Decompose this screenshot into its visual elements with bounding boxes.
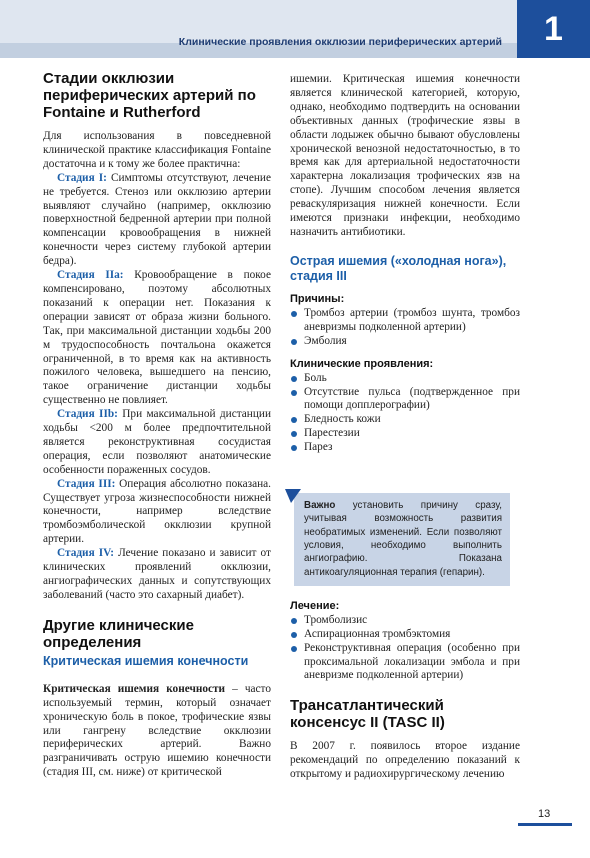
bullet-icon [291, 417, 297, 423]
stage-1-text: Симптомы отсутствуют, лечение не требуется. Стеноз или окклюзию артерии выявляют случайно (например, окклюзию поверхностной бедренной артерии при полной компенсации кровообращения в нижней конечности через систему глубокой артерии бедра). [43, 171, 271, 268]
chapter-number-tab: 1 [517, 0, 590, 58]
bullet-icon [291, 390, 297, 396]
stage-3-label: Стадия III: [57, 477, 116, 490]
stage-4-text: Лечение показано и зависит от клинических проявлений окклюзии, ангиографических данных и сопутствующих заболеваний (часто это сахарный диабет). [43, 547, 271, 601]
critical-ischemia-heading: Критическая ишемия конечности [43, 653, 249, 668]
critical-ischemia-term: Критическая ишемия конечности [43, 682, 226, 695]
bullet-icon [291, 311, 297, 317]
list-item: Парестезии [290, 427, 520, 441]
stage-2b-paragraph [43, 408, 271, 478]
list-item: Тромболизис [290, 614, 520, 628]
other-definitions-heading: Другие клинические определения [43, 616, 194, 651]
left-column [43, 70, 271, 780]
treatment-heading: Лечение: [290, 599, 340, 612]
stage-2a-paragraph [43, 269, 271, 408]
stage-2a-label: Стадия IIa: [57, 269, 124, 282]
stage-2a-text: Кровообращение в покое компенсировано, поэтому абсолютных показаний к операции нет. Показания к операции зависят от образа жизни больного. Так, при максимальной дистанции ходьбы 200 м трудоспособность почтальона окажется ограниченной, в то время как на активность пожилого человека, вышедшего на пенсию, такое ограничение дистанции ходьбы существенно не повлияет. [43, 269, 271, 407]
stage-4-label: Стадия IV: [57, 547, 115, 560]
stage-2b-text: При максимальной дистанции ходьбы <200 м более предпочтительной является реконструктивная сосудистая операция, если позволяют анатомические особенности пораженных сосудов. [43, 408, 271, 476]
stage-3-paragraph [43, 478, 271, 548]
acute-ischemia-heading: Острая ишемия («холодная нога»), стадия III [290, 253, 507, 283]
bullet-icon [291, 618, 297, 624]
bullet-icon [291, 339, 297, 345]
critical-ischemia-text: – часто используемый термин, который означает хроническую боль в покое, трофические язвы или гангрену вследствие окклюзии периферических артерий. Важно разграничивать острую ишемию конечности (стадия III, см. ниже) от критической [43, 682, 271, 779]
list-item: Парез [290, 441, 520, 455]
stage-2b-label: Стадия IIb: [57, 408, 118, 421]
list-item: Отсутствие пульса (подтвержденное при помощи допплерографии) [290, 386, 520, 414]
stage-1-paragraph [43, 172, 271, 269]
bullet-icon [291, 445, 297, 451]
bullet-icon [291, 646, 297, 652]
bullet-icon [291, 632, 297, 638]
clinical-list [290, 372, 520, 455]
right-column [290, 73, 520, 782]
stages-intro: Для использования в повседневной клинической практике классификация Fontaine достаточна и к тому же более практична: [43, 130, 271, 170]
page-number: 13 [538, 808, 551, 820]
continued-paragraph: ишемии. Критическая ишемия конечности является клинической категорией, которую, однако, необходимо подтвердить на основании объективных данных (трофические язвы в области лодыжек обычно бывают обусловлены хронической венозной недостаточностью, в то время как для артериальной недостаточности характерна локализация трофических язв на стопе). Лучшим способом лечения является реваскуляризация нижней конечности. Если имеются признаки инфекции, необходимо назначить антибиотики. [290, 73, 520, 238]
stage-4-paragraph [43, 547, 271, 603]
clinical-heading: Клинические проявления: [290, 357, 434, 370]
bullet-icon [291, 431, 297, 437]
tasc-paragraph: В 2007 г. появилось второе издание рекомендаций по определению показаний к открытому и радиохирургическому лечению [290, 740, 520, 781]
page-number-underline [518, 823, 572, 826]
bullet-icon [291, 376, 297, 382]
causes-list [290, 307, 520, 349]
critical-ischemia-paragraph [43, 683, 271, 780]
list-item: Тромбоз артерии (тромбоз шунта, тромбоз аневризмы подколенной артерии) [290, 307, 520, 335]
stage-1-label: Стадия I: [57, 171, 107, 184]
list-item: Боль [290, 372, 520, 386]
tasc-heading: Трансатлантический консенсус II (TASC II) [290, 697, 445, 732]
list-item: Эмболия [290, 335, 520, 349]
list-item: Аспирационная тромбэктомия [290, 628, 520, 642]
stages-heading: Стадии окклюзии периферических артерий по Fontaine и Rutherford [43, 70, 256, 121]
note-text: установить причину сразу, учитывая возможность развития необратимых изменений. Если позволяют условия, необходимо выполнить ангиографию. Показана антикоагуляционная терапия (гепарин). [304, 500, 502, 578]
stage-3-text: Операция абсолютно показана. Существует угроза жизнеспособности нижней конечности, например вследствие тромбоэмболической окклюзии крупной артерии. [43, 477, 271, 546]
note-marker-icon [285, 489, 301, 503]
running-title: Клинические проявления окклюзии периферических артерий [178, 36, 502, 48]
note-bold-word: Важно [304, 500, 336, 512]
list-item: Реконструктивная операция (особенно при проксимальной локализации эмбола и при аневризме подколенной артерии) [290, 642, 520, 684]
causes-heading: Причины: [290, 292, 345, 305]
treatment-list [290, 614, 520, 684]
list-item: Бледность кожи [290, 413, 520, 427]
important-note-box [294, 493, 510, 586]
